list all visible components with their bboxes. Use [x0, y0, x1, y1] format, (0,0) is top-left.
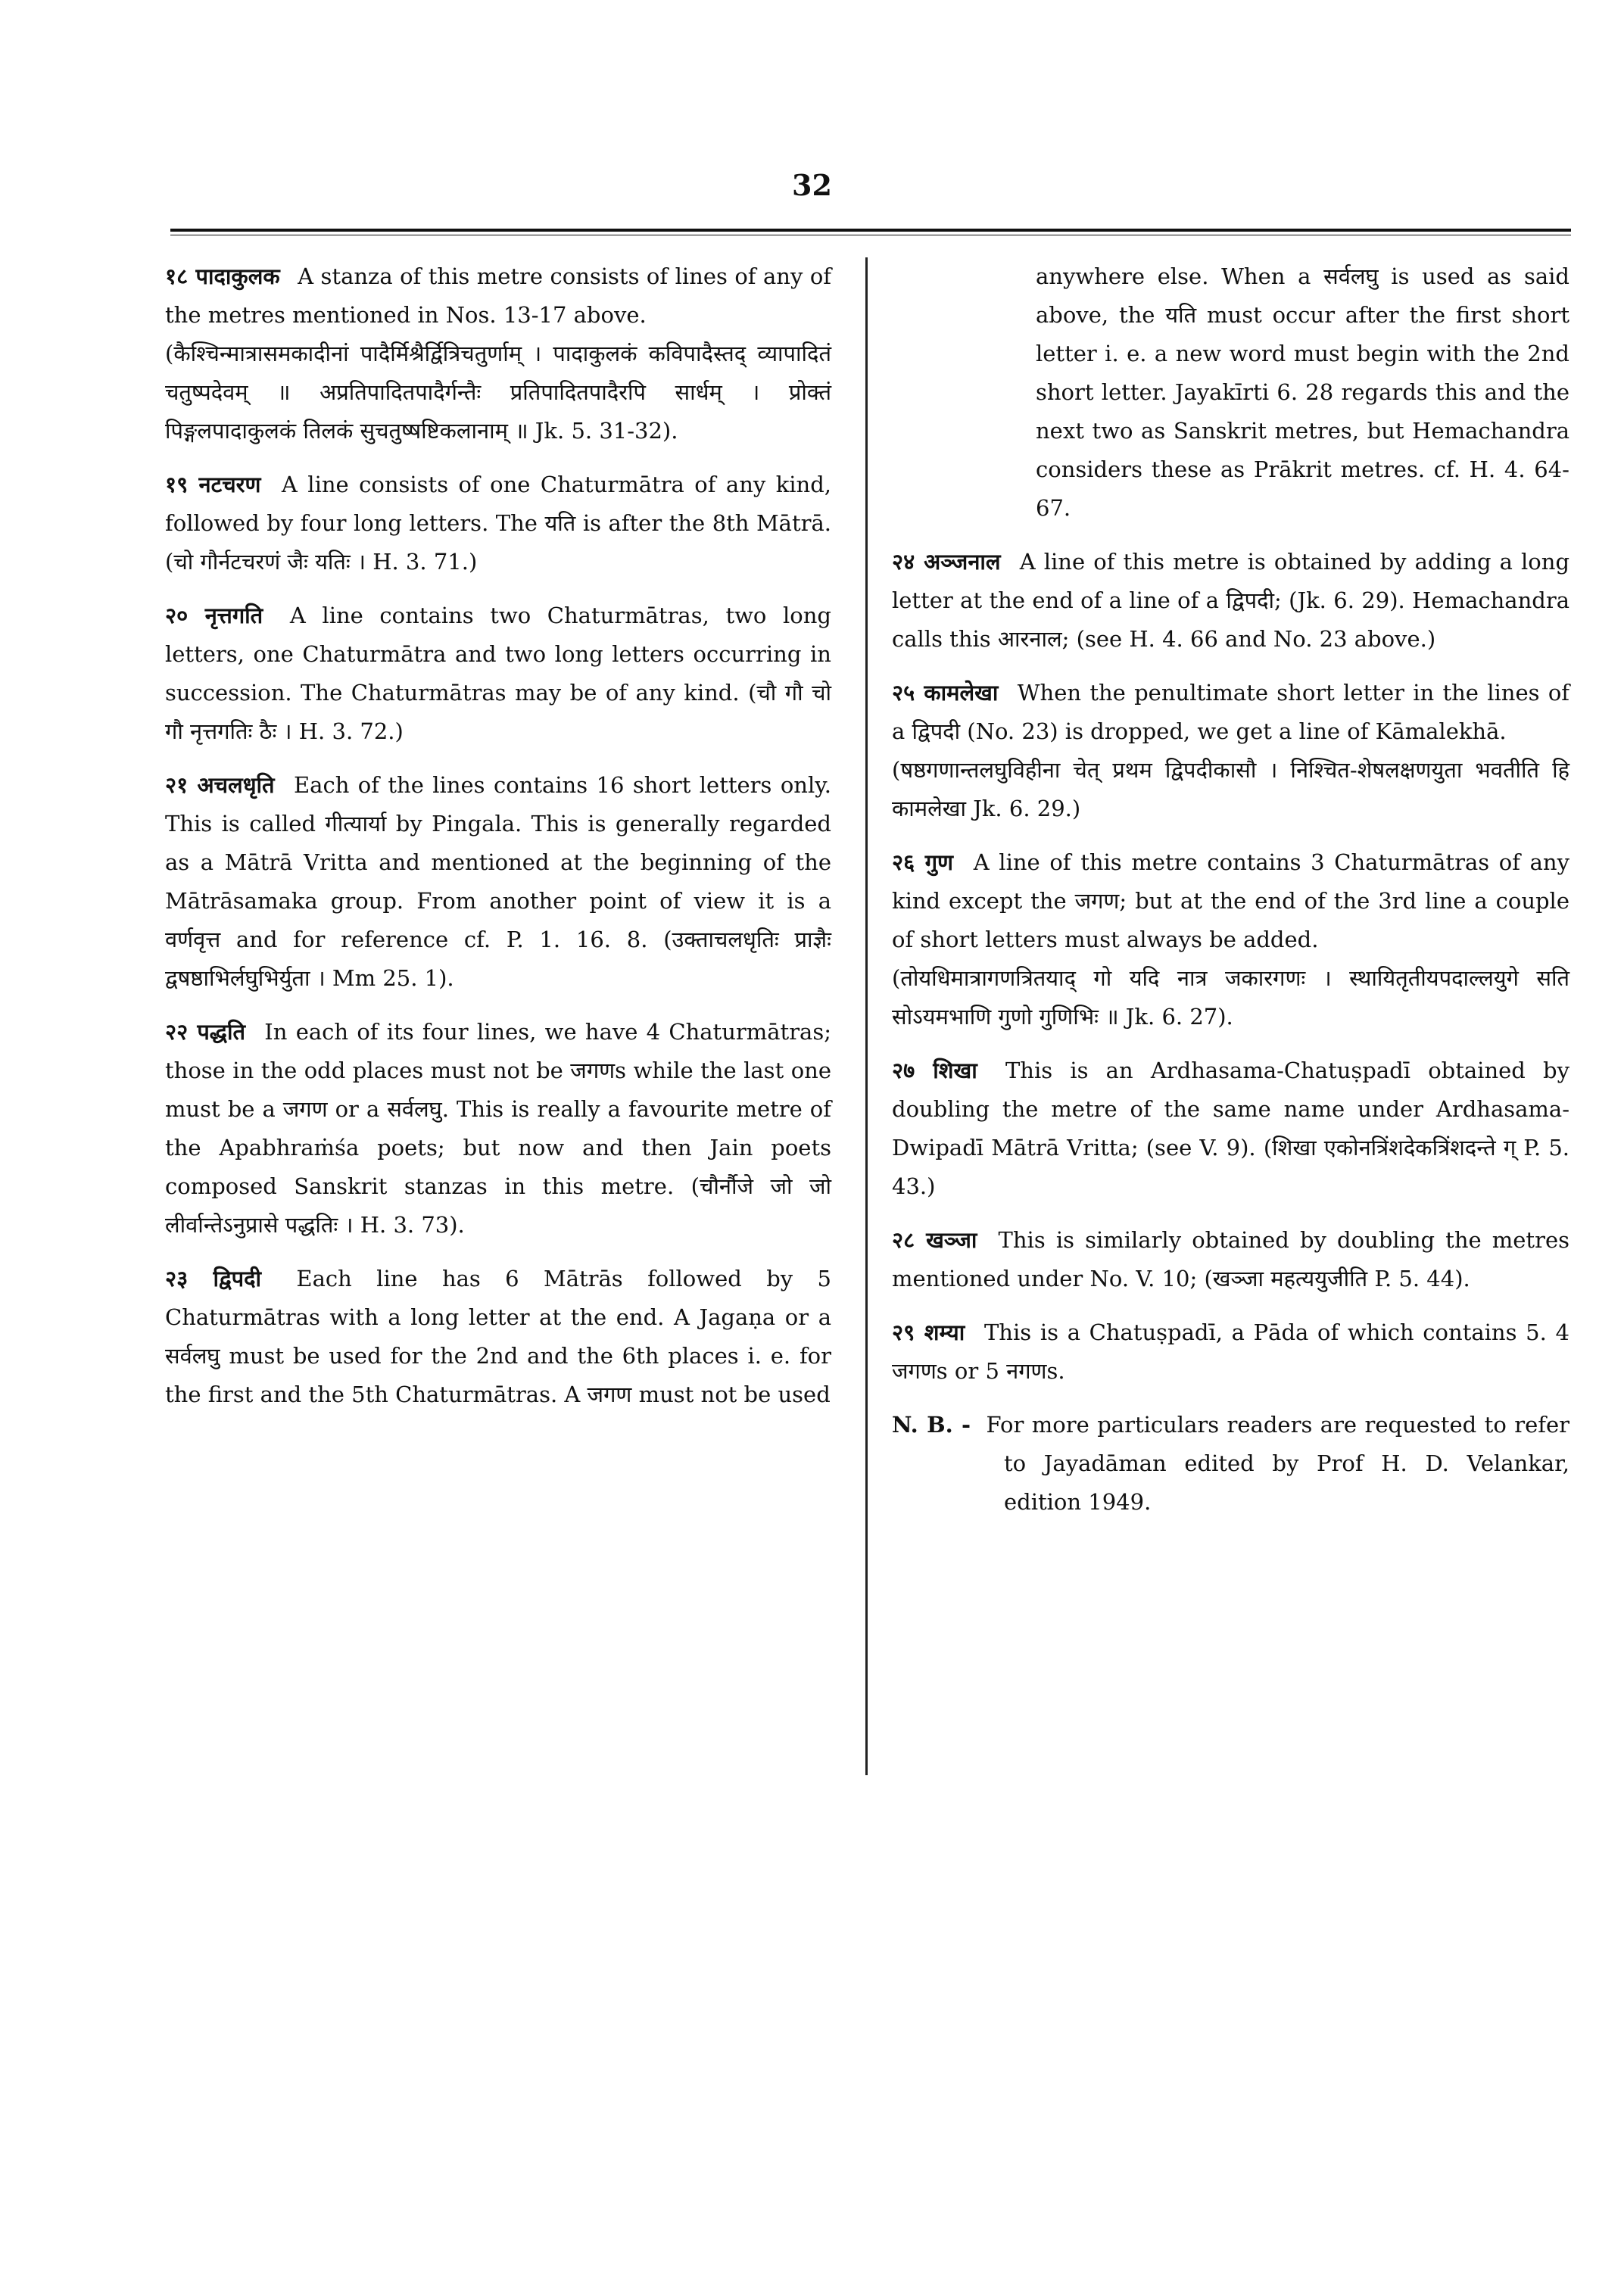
nb-text: For more particulars readers are requested to refer to Jayadāman edited by Prof H. D. Velankar, edition 1949. — [986, 1412, 1570, 1515]
entry-text: A stanza of this metre consists of lines of any of the metres mentioned in Nos. 13-17 above. — [165, 263, 832, 328]
column-divider — [865, 257, 868, 1775]
entry-heading: २२ पद्धति — [165, 1019, 246, 1045]
entry-text: A line of this metre is obtained by adding a long letter at the end of a line of a द्विपदी; (Jk. 6. 29). Hemachandra calls this आरनाल; (see H. 4. 66 and No. 23 above.) — [892, 549, 1570, 652]
entry-quote: (षष्ठगणान्तलघुविहीना चेत् प्रथम द्विपदीकासौ । निश्चित-शेषलक्षणयुता भवतीति हि कामलेखा Jk. 6. 29.) — [892, 757, 1569, 821]
entry-19 — [165, 466, 831, 581]
entry-text: In each of its four lines, we have 4 Chaturmātras; those in the odd places must not be जगणs while the last one must be a जगण or a सर्वलघु. This is really a favourite metre of the Apabhraṁśa poets; but now and then Jain poets composed Sanskrit stanzas in this metre. — [165, 1019, 831, 1199]
entry-heading: २६ गुण — [892, 849, 954, 875]
entry-26 — [892, 843, 1569, 1036]
entry-21 — [165, 766, 831, 998]
entry-text: A line of this metre contains 3 Chaturmātras of any kind except the जगण; but at the end of the 3rd line a couple of short letters must always be added. — [892, 849, 1569, 952]
entry-24 — [892, 543, 1569, 659]
entry-quote: (चो गौर्नटचरणं जैः यतिः । H. 3. 71.) — [165, 549, 478, 575]
entry-text: A line consists of one Chaturmātra of any kind, followed by four long letters. The यति is after the 8th Mātrā. — [165, 472, 832, 536]
entry-heading: २७ शिखा — [892, 1058, 977, 1083]
entry-heading: १९ नटचरण — [165, 472, 261, 497]
entry-heading: २१ अचलधृति — [165, 772, 275, 798]
nb-label: N. B. - — [892, 1412, 971, 1438]
entry-quote: (चौर्नौजे जो जो लीर्वान्तेऽनुप्रासे पद्धतिः । H. 3. 73). — [165, 1173, 832, 1238]
entry-quote: (खञ्जा महत्ययुजीति P. 5. 44). — [1204, 1266, 1470, 1291]
entry-28 — [892, 1221, 1569, 1298]
entry-heading: १८ पादाकुलक — [165, 263, 280, 289]
left-column — [165, 257, 831, 1429]
entry-29 — [892, 1313, 1569, 1391]
entry-23-continuation: anywhere else. When a सर्वलघु is used as said above, the यति must occur after the first short letter i. e. a new word must begin with the 2nd short letter. Jayakīrti 6. 28 regards this and the next two as Sanskrit metres, but Hemachandra considers these as Prākrit metres. cf. H. 4. 64-67. — [1036, 263, 1569, 521]
entry-heading: २९ शम्या — [892, 1319, 965, 1345]
entry-quote: (शिखा एकोनत्रिंशदेकत्रिंशदन्ते ग् P. 5. 43.) — [892, 1135, 1569, 1199]
entry-25 — [892, 674, 1569, 828]
entry-quote: (उक्ताचलधृतिः प्राज्ञैः द्वषष्ठाभिर्लघुभिर्युता । Mm 25. 1). — [165, 927, 832, 991]
entry-quote: (चौ गौ चो गौ नृत्तगतिः ठैः । H. 3. 72.) — [165, 680, 831, 744]
entry-20 — [165, 597, 831, 751]
entry-heading: २० नृत्तगति — [165, 603, 263, 628]
entry-heading: २३ द्विपदी — [165, 1266, 262, 1291]
entry-text: Each of the lines contains 16 short letters only. This is called गीत्यार्या by Pingala. This is generally regarded as a Mātrā Vritta and mentioned at the beginning of the Mātrāsamaka group. From another point of view it is a वर्णवृत्त and for reference cf. P. 1. 16. 8. — [165, 772, 832, 952]
entry-text: This is similarly obtained by doubling the metres mentioned under No. V. 10; — [892, 1227, 1569, 1291]
entry-text: A line contains two Chaturmātras, two long letters, one Chaturmātra and two long letters occurring in succession. The Chaturmātras may be of any kind. — [165, 603, 831, 706]
right-column — [892, 257, 1569, 1522]
entry-heading: २५ कामलेखा — [892, 680, 999, 706]
entry-23 — [165, 1260, 831, 1414]
entry-22 — [165, 1013, 831, 1245]
entry-heading: २८ खञ्जा — [892, 1227, 977, 1253]
entry-text: This is an Ardhasama-Chatuṣpadī obtained by doubling the metre of the same name under Ardhasama-Dwipadī Mātrā Vritta; (see V. 9). — [892, 1058, 1569, 1161]
entry-27 — [892, 1051, 1569, 1206]
page-number: 32 — [792, 168, 832, 202]
entry-quote: (तोयधिमात्रागणत्रितयाद् गो यदि नात्र जकारगणः । स्थायितृतीयपदाल्लयुगे सति सोऽयमभाणि गुणो गुणिभिः ॥ Jk. 6. 27). — [892, 965, 1569, 1030]
entry-text: This is a Chatuṣpadī, a Pāda of which contains 5. 4 जगणs or 5 नगणs. — [892, 1319, 1569, 1384]
entry-text: Each line has 6 Mātrās followed by 5 Chaturmātras with a long letter at the end. A Jagaṇa or a सर्वलघु must be used for the 2nd and the 6th places i. e. for the first and the 5th Chaturmātras. A जगण must not be used — [165, 1266, 831, 1407]
nota-bene — [892, 1406, 1569, 1522]
entry-heading: २४ अञ्जनाल — [892, 549, 1001, 575]
entry-text: When the penultimate short letter in the lines of a द्विपदी (No. 23) is dropped, we get a line of Kāmalekhā. — [892, 680, 1570, 744]
entry-18 — [165, 257, 831, 450]
header-rule-thick — [170, 229, 1571, 232]
entry-quote: (कैश्चिन्मात्रासमकादीनां पादैर्मिश्रैर्द्वित्रिचतुर्णाम् । पादाकुलकं कविपादैस्तद् व्यापादितं चतुष्पदेवम् ॥ अप्रतिपादितपादैर्गन्तैः प्रतिपादितपादैरपि सार्धम् । प्रोक्तं पिङ्गलपादाकुलकं तिलकं सुचतुष्षष्टिकलानाम् ॥ Jk. 5. 31-32). — [165, 341, 831, 444]
